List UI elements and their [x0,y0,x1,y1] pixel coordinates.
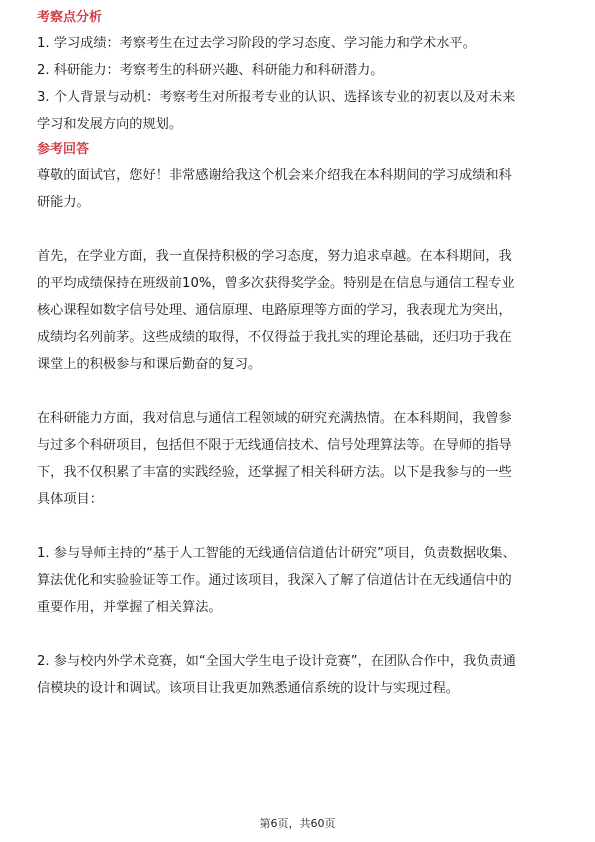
text-line: 课堂上的积极参与和课后勤奋的复习。 [37,357,262,372]
text-line: 成绩均名列前茅。这些成绩的取得，不仅得益于我扎实的理论基础，还归功于我在 [37,330,512,345]
text-line: 尊敬的面试官，您好！非常感谢给我这个机会来介绍我在本科期间的学习成绩和科 [37,168,512,183]
text-line: 核心课程如数字信号处理、通信原理、电路原理等方面的学习，我表现尤为突出， [37,303,512,318]
text-line: 首先，在学业方面，我一直保持积极的学习态度，努力追求卓越。在本科期间，我 [37,249,512,264]
text-line: 的平均成绩保持在班级前10%，曾多次获得奖学金。特别是在信息与通信工程专业 [37,276,515,291]
analysis-item: 3. 个人背景与动机：考察考生对所报考专业的认识、选择该专业的初衷以及对未来 [37,90,516,105]
text-line: 1. 参与导师主持的“基于人工智能的无线通信信道估计研究”项目，负责数据收集、 [37,546,516,561]
paragraph-gap [37,378,565,405]
text-line: 算法优化和实验验证等工作。通过该项目，我深入了解了信道估计在无线通信中的 [37,573,512,588]
paragraph-gap [37,513,565,540]
answer-paragraph-project-1 [37,540,565,621]
answer-paragraph-academics [37,243,565,378]
analysis-heading: 考察点分析 [37,10,103,25]
paragraph-gap [37,216,565,243]
text-line: 在科研能力方面，我对信息与通信工程领域的研究充满热情。在本科期间，我曾参 [37,411,512,426]
text-line: 具体项目： [37,492,103,507]
answer-heading: 参考回答 [37,142,90,157]
text-line: 与过多个科研项目，包括但不限于无线通信技术、信号处理算法等。在导师的指导 [37,438,512,453]
paragraph-gap [37,621,565,648]
page-number: 第6页，共60页 [259,817,336,830]
text-line: 2. 参与校内外学术竞赛，如“全国大学生电子设计竞赛”，在团队合作中，我负责通 [37,654,516,669]
answer-paragraph-intro [37,162,565,216]
analysis-item: 2. 科研能力：考察考生的科研兴趣、科研能力和科研潜力。 [37,63,384,78]
answer-paragraph-research [37,405,565,513]
text-line: 下，我不仅积累了丰富的实践经验，还掌握了相关科研方法。以下是我参与的一些 [37,465,512,480]
text-line: 重要作用，并掌握了相关算法。 [37,600,222,615]
analysis-item: 1. 学习成绩：考察考生在过去学习阶段的学习态度、学习能力和学术水平。 [37,36,476,51]
page-content [37,6,565,702]
analysis-item: 学习和发展方向的规划。 [37,117,183,132]
text-line: 研能力。 [37,195,90,210]
text-line: 信模块的设计和调试。该项目让我更加熟悉通信系统的设计与实现过程。 [37,681,459,696]
answer-paragraph-project-2 [37,648,565,702]
